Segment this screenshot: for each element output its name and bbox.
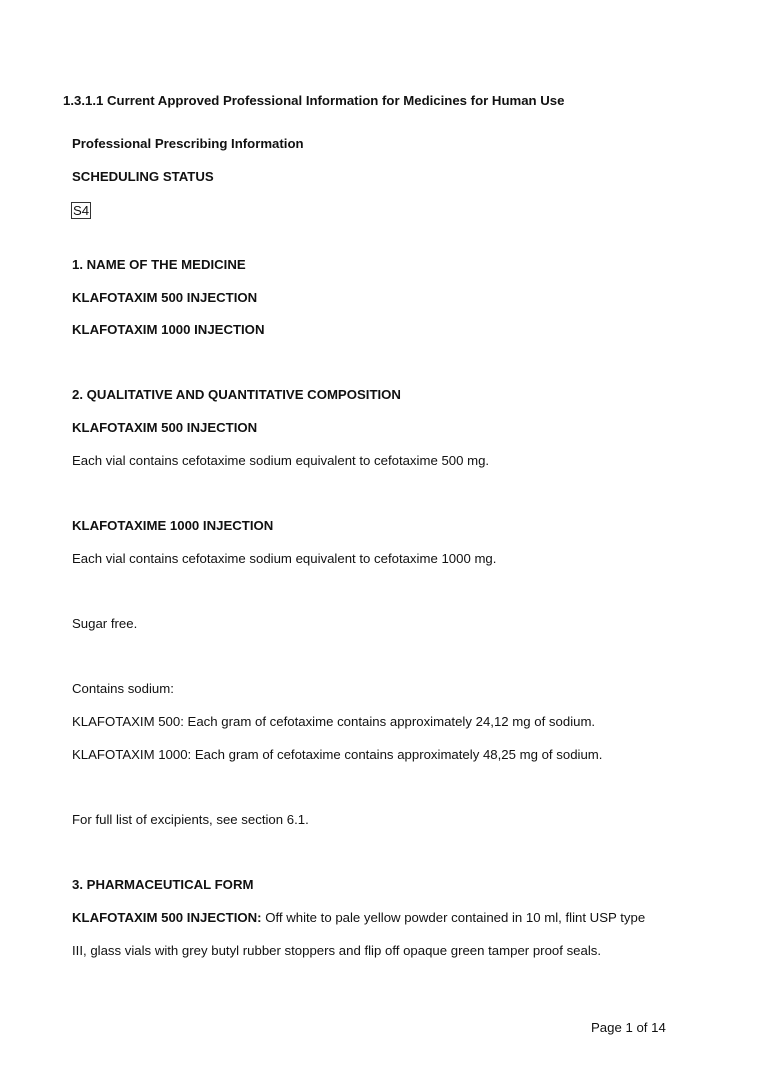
section-1-heading: 1. NAME OF THE MEDICINE (72, 257, 246, 272)
sodium-500-text: KLAFOTAXIM 500: Each gram of cefotaxime contains approximately 24,12 mg of sodium. (72, 714, 596, 729)
excipients-note: For full list of excipients, see section 6.1. (72, 812, 309, 827)
section-2-heading: 2. QUALITATIVE AND QUANTITATIVE COMPOSITION (72, 387, 401, 402)
composition-1000-text: Each vial contains cefotaxime sodium equivalent to cefotaxime 1000 mg. (72, 551, 497, 566)
pharmaceutical-form-line-2: III, glass vials with grey butyl rubber stoppers and flip off opaque green tamper proof seals. (72, 943, 602, 958)
composition-500-heading: KLAFOTAXIM 500 INJECTION (72, 420, 258, 435)
section-3-heading: 3. PHARMACEUTICAL FORM (72, 877, 254, 892)
composition-500-text: Each vial contains cefotaxime sodium equivalent to cefotaxime 500 mg. (72, 453, 490, 468)
page-number: Page 1 of 14 (591, 1020, 666, 1035)
pharmaceutical-form-lead: KLAFOTAXIM 500 INJECTION: (72, 910, 262, 925)
pharmaceutical-form-line-1-text: Off white to pale yellow powder contained in 10 ml, flint USP type (261, 910, 646, 925)
sugar-free-note: Sugar free. (72, 616, 138, 631)
doc-type-heading: Professional Prescribing Information (72, 136, 304, 151)
scheduling-status-badge: S4 (73, 203, 90, 218)
pharmaceutical-form-line-1 (72, 910, 645, 925)
medicine-name-500: KLAFOTAXIM 500 INJECTION (72, 290, 258, 305)
sodium-intro: Contains sodium: (72, 681, 174, 696)
medicine-name-1000: KLAFOTAXIM 1000 INJECTION (72, 322, 265, 337)
document-title: 1.3.1.1 Current Approved Professional Information for Medicines for Human Use (63, 93, 565, 108)
composition-1000-heading: KLAFOTAXIME 1000 INJECTION (72, 518, 274, 533)
sodium-1000-text: KLAFOTAXIM 1000: Each gram of cefotaxime contains approximately 48,25 mg of sodium. (72, 747, 603, 762)
scheduling-status-heading: SCHEDULING STATUS (72, 169, 214, 184)
